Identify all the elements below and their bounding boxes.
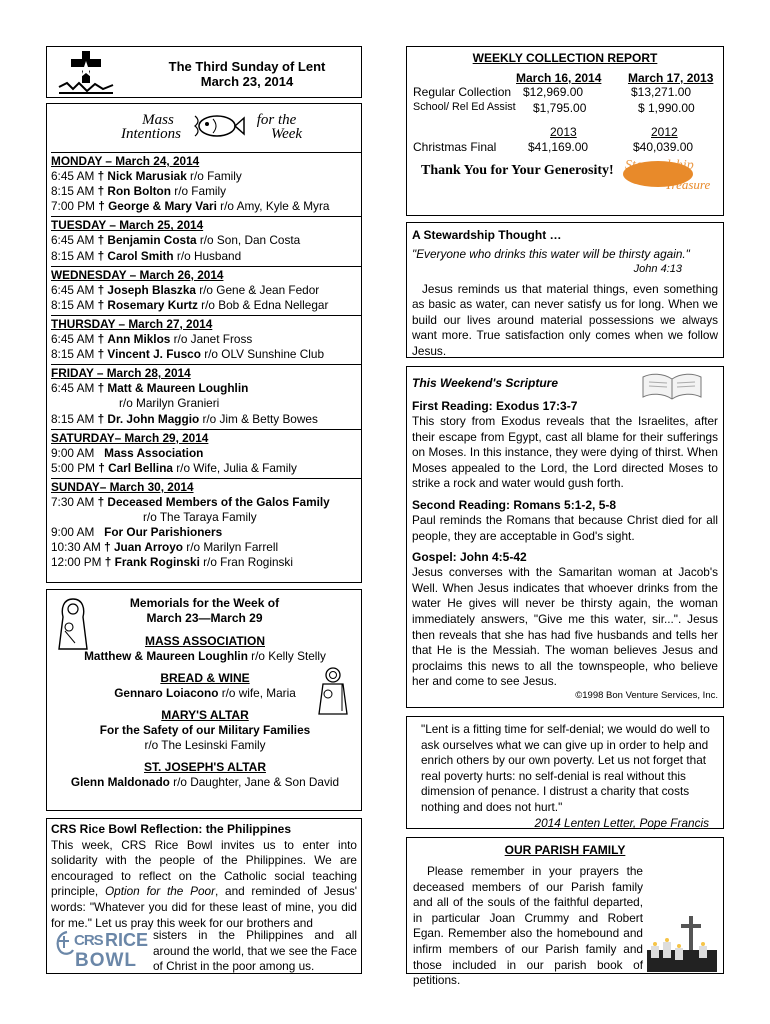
collection-row-label: Regular Collection xyxy=(413,85,512,99)
mass-entry-time: 8:15 AM xyxy=(51,297,95,312)
mass-entry-rest: r/o Bob & Edna Nellegar xyxy=(197,297,329,312)
mass-entry-time: 5:00 PM xyxy=(51,460,95,475)
mass-entry xyxy=(51,396,361,411)
memorial-heading: ST. JOSEPH'S ALTAR xyxy=(144,760,266,774)
scripture-box xyxy=(406,366,724,708)
title-line2: March 23, 2014 xyxy=(200,74,294,89)
mass-entry-cross: † xyxy=(97,381,105,396)
mass-entry-time: 12:00 PM xyxy=(51,555,102,570)
mass-entry xyxy=(51,555,361,570)
crs-title: CRS Rice Bowl Reflection: the Philippines xyxy=(51,822,292,836)
col1-head: March 16, 2014 xyxy=(516,71,602,85)
mass-entry-rest: r/o Son, Dan Costa xyxy=(196,233,301,248)
crs-logo-bowl: BOWL xyxy=(75,950,138,971)
collection-row-v1: $12,969.00 xyxy=(523,85,584,99)
memorial-name: Gennaro Loiacono xyxy=(114,686,219,700)
memorial-section xyxy=(47,671,363,701)
mass-entry-cross: † xyxy=(97,494,105,509)
banner-week: Week xyxy=(271,126,303,142)
memorial-name: Glenn Maldonado xyxy=(70,775,170,789)
mass-entry-time: 10:30 AM xyxy=(51,540,101,555)
mass-entry xyxy=(51,446,361,461)
crs-para1-italic: Option for the Poor xyxy=(104,884,215,899)
scripture-title: This Weekend's Scripture xyxy=(412,376,559,390)
mass-entry-cross: † xyxy=(104,540,111,555)
mass-entry xyxy=(51,249,361,264)
mass-entry-rest: r/o Amy, Kyle & Myra xyxy=(216,199,330,214)
mass-entry-name: Juan Arroyo xyxy=(113,540,184,555)
mass-entry xyxy=(51,347,361,362)
mass-entry-time: 8:15 AM xyxy=(51,411,95,426)
mass-entry xyxy=(51,233,361,248)
mass-intentions-box xyxy=(46,103,362,583)
reading2-title: Second Reading: Romans 5:1-2, 5-8 xyxy=(412,497,617,512)
mass-banner xyxy=(51,107,361,149)
collection-row xyxy=(413,85,717,100)
mass-entry xyxy=(51,169,361,184)
memorial-sub: r/o The Lesinski Family xyxy=(144,738,266,752)
mass-day-header: FRIDAY – March 28, 2014 xyxy=(51,366,191,381)
mass-entry xyxy=(51,525,361,540)
mass-entry-name: Benjamin Costa xyxy=(107,233,197,248)
mass-entry-rest: r/o Janet Fross xyxy=(170,332,253,347)
mass-days-list xyxy=(51,152,361,570)
mass-entry-name: George & Mary Vari xyxy=(108,199,217,214)
mass-entry-name: Mass Association xyxy=(104,445,204,460)
mass-entry-rest: r/o Wife, Julia & Family xyxy=(172,460,297,475)
mass-day-header: WEDNESDAY – March 26, 2014 xyxy=(51,267,224,282)
memorial-heading: BREAD & WINE xyxy=(160,671,250,685)
scripture-copyright: ©1998 Bon Venture Services, Inc. xyxy=(575,689,718,701)
mass-entry-cross: † xyxy=(97,411,105,426)
mass-entry-rest: r/o The Taraya Family xyxy=(143,510,257,525)
collection-row-v2: $ 1,990.00 xyxy=(638,101,695,115)
mass-entry xyxy=(51,540,361,555)
mass-entry-name: Ron Bolton xyxy=(107,184,171,199)
mass-entry-time: 7:30 AM xyxy=(51,494,95,509)
crs-logo-crs: CRS xyxy=(74,932,103,949)
mass-day xyxy=(51,216,361,263)
memorial-line xyxy=(47,649,363,664)
stewardship-logo xyxy=(623,153,709,197)
mass-day-header: TUESDAY – March 25, 2014 xyxy=(51,218,204,233)
mass-entry xyxy=(51,184,361,199)
open-book-icon xyxy=(639,369,705,403)
memorials-sections xyxy=(47,630,363,790)
stewardship-body: Jesus reminds us that material things, even something as basic as water, can never satisfy us for long. When we build our lives around material possessions we always want more. True satisfaction only comes when we follow Jesus. xyxy=(412,281,718,358)
mass-entry-time: 7:00 PM xyxy=(51,199,95,214)
mass-entry-name: Carol Smith xyxy=(107,248,174,263)
mass-entry xyxy=(51,332,361,347)
mass-entry-time: 6:45 AM xyxy=(51,169,95,184)
memorial-section xyxy=(47,634,363,664)
lent-quote: "Lent is a fitting time for self-denial; we would do well to ask ourselves what we can give up in order to help and enrich others by our own poverty. Let us not forget that real poverty hurts: no self-denial is real without this dimension of penance. I distrust a charity that costs nothing and does not hurt." xyxy=(421,722,710,814)
mass-entry-rest: r/o Marilyn Farrell xyxy=(183,540,279,555)
stewardship-logo-text1: Stewardship xyxy=(625,158,694,173)
mass-entry-rest: r/o Husband xyxy=(173,248,242,263)
mass-entry-time: 8:15 AM xyxy=(51,248,95,263)
parish-title: OUR PARISH FAMILY xyxy=(504,843,626,857)
mass-entry-cross: † xyxy=(97,332,105,347)
christmas-v2: $40,039.00 xyxy=(633,140,694,154)
crs-logo-rice: RICE xyxy=(105,930,149,950)
mass-entry-name: Deceased Members of the Galos Family xyxy=(107,494,330,509)
mass-entry-name: Joseph Blaszka xyxy=(107,282,196,297)
mass-entry-name: For Our Parishioners xyxy=(104,525,223,540)
mass-entry-rest: r/o Fran Roginski xyxy=(199,555,293,570)
memorial-rest: r/o wife, Maria xyxy=(218,686,296,700)
mass-entry-name: Rosemary Kurtz xyxy=(107,297,198,312)
mass-entry-cross: † xyxy=(98,199,105,214)
crs-logo xyxy=(53,928,149,972)
memorial-rest: r/o Kelly Stelly xyxy=(247,649,326,663)
reading1-body: This story from Exodus reveals that the Israelites, after their escape from Egypt, cast all blame for their sufferings on Moses. In this instance, they were dying of thirst. When Moses appealed to the Lord, the Lord directed Moses to strike a rock and water would gush forth. xyxy=(412,414,718,491)
parish-family-box xyxy=(406,837,724,988)
stewardship-quote: "Everyone who drinks this water will be thirsty again." xyxy=(412,247,690,261)
title-box xyxy=(46,46,362,98)
gospel-body: Jesus converses with the Samaritan woman at Jacob's Well. When Jesus indicates that whoever drinks from the water He gives will never be thirsty again, the woman immediately answers, "Give me this water, sir...". Jesus then reveals that she has had five husbands and tells her that He is the Messiah. The woman believes Jesus and proclaims this news to all the townspeople, who believe her and come to see Jesus. xyxy=(412,565,718,689)
stewardship-logo-text2: Treasure xyxy=(665,177,711,192)
mass-entry-name: Dr. John Maggio xyxy=(107,411,200,426)
col2-head: March 17, 2013 xyxy=(628,71,714,85)
mass-entry xyxy=(51,283,361,298)
mass-entry-cross: † xyxy=(97,282,105,297)
memorial-section xyxy=(47,760,363,790)
mass-entry-cross: † xyxy=(97,297,105,312)
mass-day xyxy=(51,364,361,426)
mass-entry-cross: † xyxy=(97,347,105,362)
stewardship-ref: John 4:13 xyxy=(633,262,682,275)
mass-entry-rest: r/o Family xyxy=(170,184,227,199)
mass-entry-name: Matt & Maureen Loughlin xyxy=(107,381,249,396)
mass-entry xyxy=(51,199,361,214)
crs-para1-b: , and reminded of Jesus' words: "Whatever you did for these least of mine, you did for me." Let us pray this week for our brothers and xyxy=(51,884,357,930)
candles-cross-icon xyxy=(647,910,717,972)
mass-entry-cross: † xyxy=(97,248,105,263)
mass-day xyxy=(51,266,361,313)
mass-entry-name: Vincent J. Fusco xyxy=(107,347,201,362)
stewardship-box xyxy=(406,222,724,358)
cross-star-logo-icon xyxy=(57,49,115,97)
mass-day xyxy=(51,478,361,571)
christmas-v1: $41,169.00 xyxy=(528,140,589,154)
crs-para2: sisters in the Philippines and all around the world, that we see the Face of Christ in the poor among us. xyxy=(153,928,357,974)
collection-title: WEEKLY COLLECTION REPORT xyxy=(472,51,658,65)
memorial-heading: MASS ASSOCIATION xyxy=(144,634,265,648)
stewardship-title: A Stewardship Thought … xyxy=(412,228,562,242)
mass-entry-time: 9:00 AM xyxy=(51,445,95,460)
mass-entry xyxy=(51,298,361,313)
mass-day xyxy=(51,152,361,214)
mass-entry-time: 9:00 AM xyxy=(51,525,95,540)
mass-entry-name: Frank Roginski xyxy=(114,555,200,570)
memorials-title1: Memorials for the Week of xyxy=(129,596,280,610)
mass-entry xyxy=(51,495,361,510)
memorial-heading: MARY'S ALTAR xyxy=(161,708,249,722)
mass-entry xyxy=(51,510,361,525)
mass-day-header: SUNDAY– March 30, 2014 xyxy=(51,479,194,494)
mass-entry-time: 8:15 AM xyxy=(51,347,95,362)
lent-quote-box xyxy=(406,716,724,829)
mass-entry-cross: † xyxy=(97,169,105,184)
memorial-name: For the Safety of our Military Families xyxy=(99,723,311,737)
mass-entry xyxy=(51,381,361,396)
memorial-rest: r/o Daughter, Jane & Son David xyxy=(169,775,340,789)
crs-box xyxy=(46,818,362,974)
mass-day xyxy=(51,429,361,476)
mass-entry-name: Nick Marusiak xyxy=(107,169,187,184)
memorials-title2: March 23—March 29 xyxy=(146,611,263,625)
lent-source: 2014 Lenten Letter, Pope Francis xyxy=(534,815,709,830)
memorial-line xyxy=(47,686,363,701)
collection-row-v1: $1,795.00 xyxy=(533,101,587,115)
memorial-name: Matthew & Maureen Loughlin xyxy=(84,649,248,663)
mass-entry xyxy=(51,412,361,427)
collection-row-v2: $13,271.00 xyxy=(631,85,692,99)
crs-logo-icon xyxy=(53,930,75,956)
gospel-title: Gospel: John 4:5-42 xyxy=(412,550,527,565)
thanks-text: Thank You for Your Generosity! xyxy=(421,163,614,178)
collection-row xyxy=(413,100,717,115)
mass-entry-time: 6:45 AM xyxy=(51,381,95,396)
mass-entry-rest: r/o Gene & Jean Fedor xyxy=(195,282,320,297)
mass-entry-rest: r/o Family xyxy=(186,169,242,184)
mass-entry-cross: † xyxy=(97,184,105,199)
memorial-section xyxy=(47,708,363,753)
fish-icon xyxy=(189,111,245,141)
parish-body: Please remember in your prayers the deceased members of our Parish family and all of the souls of the faithful departed, in particular Joan Crummy and Robert Egan. Remember also the homebound and infirm members of our Parish family and those included in our parish book of petitions. xyxy=(413,864,643,988)
memorial-line xyxy=(47,723,363,738)
banner-for-the: for the xyxy=(256,112,297,128)
mass-entry-cross: † xyxy=(104,555,112,570)
year2: 2012 xyxy=(651,125,678,139)
crs-para1-a: This week, CRS Rice Bowl invites us to enter into solidarity with the people of the Philippines. We are encouraged to reflect on the Catholic social teaching principle, xyxy=(51,837,357,899)
mass-entry-name: Carl Bellina xyxy=(108,460,173,475)
collection-box xyxy=(406,46,724,216)
mass-entry xyxy=(51,461,361,476)
collection-rows xyxy=(413,85,717,115)
mass-entry-time: 6:45 AM xyxy=(51,332,95,347)
mass-entry-cross: † xyxy=(97,233,105,248)
banner-intentions: Intentions xyxy=(121,126,181,142)
mass-entry-time: 6:45 AM xyxy=(51,233,95,248)
reading2-body: Paul reminds the Romans that because Christ died for all people, they are acceptable in God's sight. xyxy=(412,512,718,543)
year1: 2013 xyxy=(550,125,577,139)
mass-day xyxy=(51,315,361,362)
christmas-label: Christmas Final xyxy=(413,140,497,154)
memorials-box xyxy=(46,589,362,811)
mass-entry-cross: † xyxy=(98,460,105,475)
mass-entry-time: 6:45 AM xyxy=(51,282,95,297)
mass-entry-rest: r/o OLV Sunshine Club xyxy=(200,347,325,362)
mass-day-header: SATURDAY– March 29, 2014 xyxy=(51,430,209,445)
memorial-line xyxy=(47,775,363,790)
collection-row-label: School/ Rel Ed Assist xyxy=(413,101,516,113)
mass-entry-rest: r/o Jim & Betty Bowes xyxy=(199,411,318,426)
reading1-title: First Reading: Exodus 17:3-7 xyxy=(412,399,578,413)
mass-day-header: THURSDAY – March 27, 2014 xyxy=(51,316,213,331)
title-line1: The Third Sunday of Lent xyxy=(168,59,326,74)
mass-entry-time: 8:15 AM xyxy=(51,184,95,199)
banner-mass: Mass xyxy=(142,112,174,128)
mass-entry-rest: r/o Marilyn Granieri xyxy=(119,396,220,411)
mass-day-header: MONDAY – March 24, 2014 xyxy=(51,154,200,168)
mass-entry-name: Ann Miklos xyxy=(107,332,171,347)
crs-para1 xyxy=(51,838,357,932)
